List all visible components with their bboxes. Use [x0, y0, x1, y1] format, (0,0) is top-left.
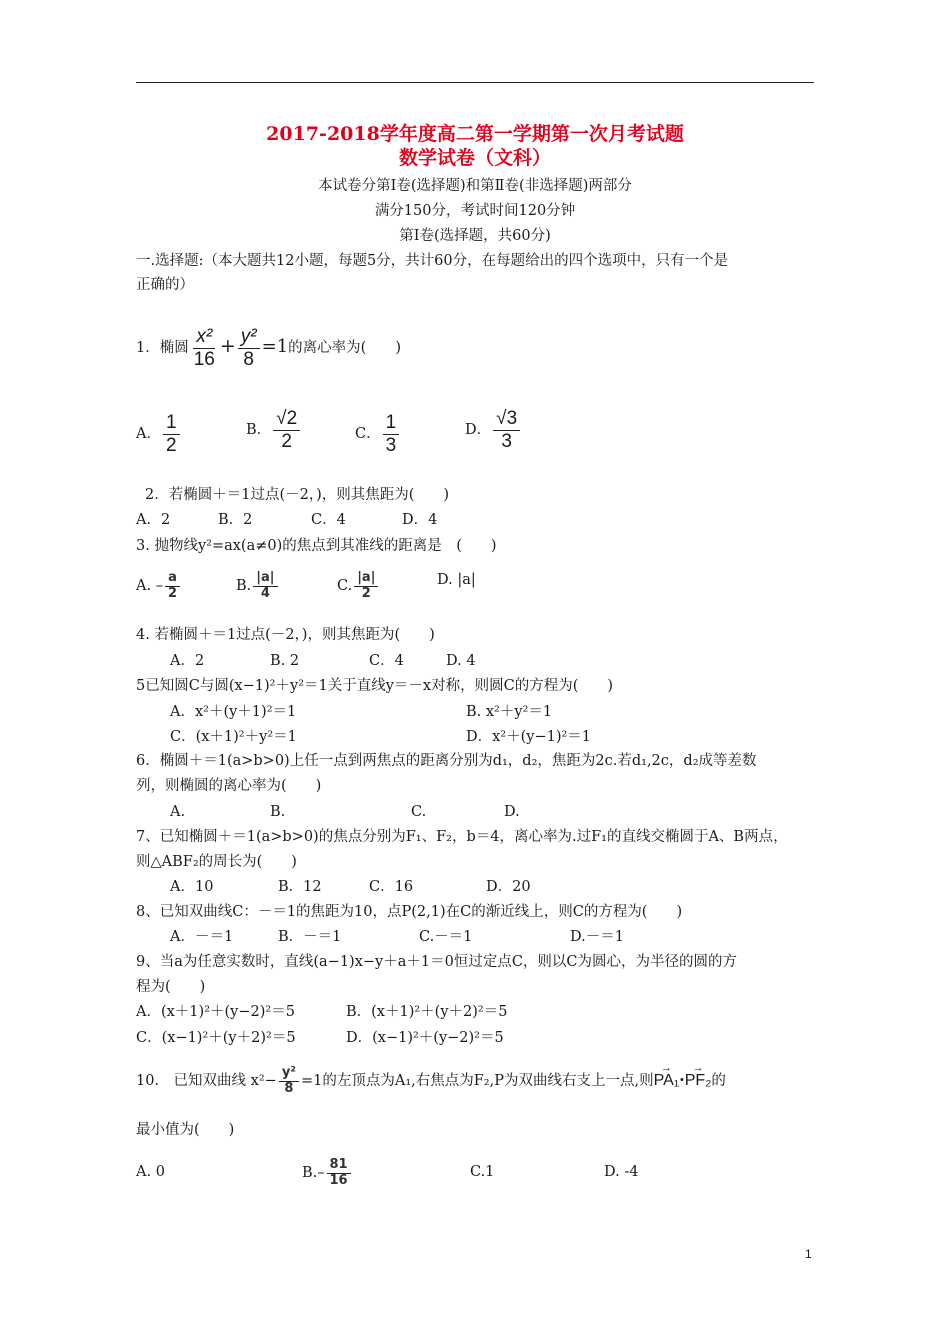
question-10-line1: 10. 已知双曲线 x²− $\frac{\text{y²}}{8}$ =1的左顶点为A₁,右焦点为F₂,P为双曲线右支上一点,则→ PA₁·→ PF₂的: [136, 1056, 726, 1104]
exam-info-1: 本试卷分第Ⅰ卷(选择题)和第Ⅱ卷(非选择题)两部分: [318, 178, 632, 194]
q5-option-d: D．x²＋(y−1)²＝1: [466, 729, 592, 745]
q9-option-b: B．(x＋1)²＋(y＋2)²＝5: [346, 1004, 508, 1020]
q4-option-c: C．4: [369, 653, 404, 669]
q1-prefix: 1．椭圆: [136, 340, 189, 356]
q1-suffix: 的离心率为( ): [288, 340, 401, 356]
vector-pf2: → PF₂: [685, 1057, 712, 1105]
q3-option-a: A. – $\frac{a}{2}$: [136, 562, 182, 610]
q1-option-c: C． $\frac{1}{3}$: [355, 408, 401, 460]
question-7-line2: 则△ABF₂的周长为( ): [136, 854, 297, 870]
vector-pa1: → PA₁: [654, 1057, 680, 1105]
section-intro-line1: 一.选择题:（本大题共12小题，每题5分，共计60分，在每题给出的四个选项中，只有一个是: [136, 253, 729, 269]
q2-option-d: D．4: [402, 512, 438, 528]
question-6-line2: 列，则椭圆的离心率为( ): [136, 778, 322, 794]
question-4: 4. 若椭圆＋＝1过点(－2，)，则其焦距为( ): [136, 627, 435, 643]
q3-option-d: D. |a|: [437, 572, 476, 588]
q8-option-a: A．－＝1: [170, 929, 234, 945]
q3-option-b: B. $\frac{|a|}{4}$: [236, 562, 280, 610]
q2-option-b: B．2: [218, 512, 253, 528]
q5-option-a: A．x²＋(y＋1)²＝1: [170, 704, 297, 720]
question-3: 3. 抛物线y²=ax(a≠0)的焦点到其准线的距离是 ( ): [136, 538, 497, 554]
exam-info-2: 满分150分，考试时间120分钟: [374, 203, 576, 219]
q6-option-d: D.: [504, 804, 520, 820]
q8-option-c: C.－＝1: [419, 929, 473, 945]
q1-option-d: D． $\frac{√3}{3}$: [465, 404, 522, 456]
q6-option-a: A.: [170, 804, 186, 820]
q7-option-b: B．12: [278, 879, 322, 895]
q7-option-d: D．20: [486, 879, 531, 895]
question-1: 1．椭圆 $\frac{\text{x²}}{16}$ + $\frac{\text{y²}}{8}$ =1的离心率为( ): [136, 325, 401, 370]
q6-option-b: B.: [270, 804, 286, 820]
exam-title: 2017-2018学年度高二第一学期第一次月考试题: [266, 123, 684, 145]
q10-option-d: D. -4: [604, 1164, 639, 1180]
header-rule: [136, 82, 814, 83]
section-intro-line2: 正确的）: [136, 277, 194, 293]
page-number: 1: [805, 1247, 812, 1261]
q10-option-c: C.1: [470, 1164, 495, 1180]
q8-option-b: B．－＝1: [278, 929, 342, 945]
question-7-line1: 7、已知椭圆＋＝1(a>b>0)的焦点分别为F₁、F₂，b＝4，离心率为.过F₁的直线交椭圆于A、B两点，: [136, 829, 788, 845]
q9-option-c: C．(x−1)²＋(y＋2)²＝5: [136, 1030, 296, 1046]
question-8: 8、已知双曲线C：－＝1的焦距为10，点P(2,1)在C的渐近线上，则C的方程为( ): [136, 904, 683, 920]
question-9-line1: 9、当a为任意实数时，直线(a−1)x−y＋a＋1＝0恒过定点C，则以C为圆心，为半径的圆的方: [136, 954, 738, 970]
q1-option-a: A． $\frac{1}{2}$: [136, 408, 182, 460]
q3-option-c: C. $\frac{|a|}{2}$: [337, 562, 380, 610]
q8-option-d: D.－＝1: [570, 929, 624, 945]
q1-fraction-x: $\frac{\text{x²}}{16}$: [193, 325, 215, 370]
q5-option-b: B. x²＋y²＝1: [466, 704, 553, 720]
q2-option-a: A．2: [136, 512, 171, 528]
q10-fraction: $\frac{\text{y²}}{8}$: [279, 1066, 299, 1097]
q4-option-b: B. 2: [270, 653, 300, 669]
q6-option-c: C.: [411, 804, 427, 820]
question-10-line2: 最小值为( ): [136, 1122, 235, 1138]
question-9-line2: 程为( ): [136, 979, 206, 995]
q9-option-d: D．(x−1)²＋(y−2)²＝5: [346, 1030, 504, 1046]
q5-option-c: C．(x＋1)²＋y²＝1: [170, 729, 297, 745]
question-5: 5已知圆C与圆(x−1)²＋y²＝1关于直线y＝－x对称，则圆C的方程为( ): [136, 678, 614, 694]
q1-option-b: B． $\frac{√2}{2}$: [246, 404, 302, 456]
q10-option-a: A. 0: [136, 1164, 165, 1180]
q7-option-a: A．10: [170, 879, 214, 895]
q2-option-c: C．4: [311, 512, 346, 528]
question-2: 2．若椭圆＋＝1过点(－2，)，则其焦距为( ): [145, 487, 450, 503]
exam-info-3: 第Ⅰ卷(选择题，共60分): [399, 228, 551, 244]
q4-option-a: A．2: [170, 653, 205, 669]
q9-option-a: A．(x＋1)²＋(y−2)²＝5: [136, 1004, 295, 1020]
q4-option-d: D. 4: [446, 653, 476, 669]
exam-subtitle: 数学试卷（文科）: [398, 147, 551, 169]
q7-option-c: C．16: [369, 879, 414, 895]
q10-option-b: B.– $\frac{81}{16}$: [302, 1150, 353, 1196]
q1-fraction-y: $\frac{\text{y²}}{8}$: [238, 326, 260, 371]
question-6-line1: 6．椭圆＋＝1(a>b>0)上任一点到两焦点的距离分别为d₁，d₂，焦距为2c.若d₁,2c，d₂成等差数: [136, 753, 757, 769]
